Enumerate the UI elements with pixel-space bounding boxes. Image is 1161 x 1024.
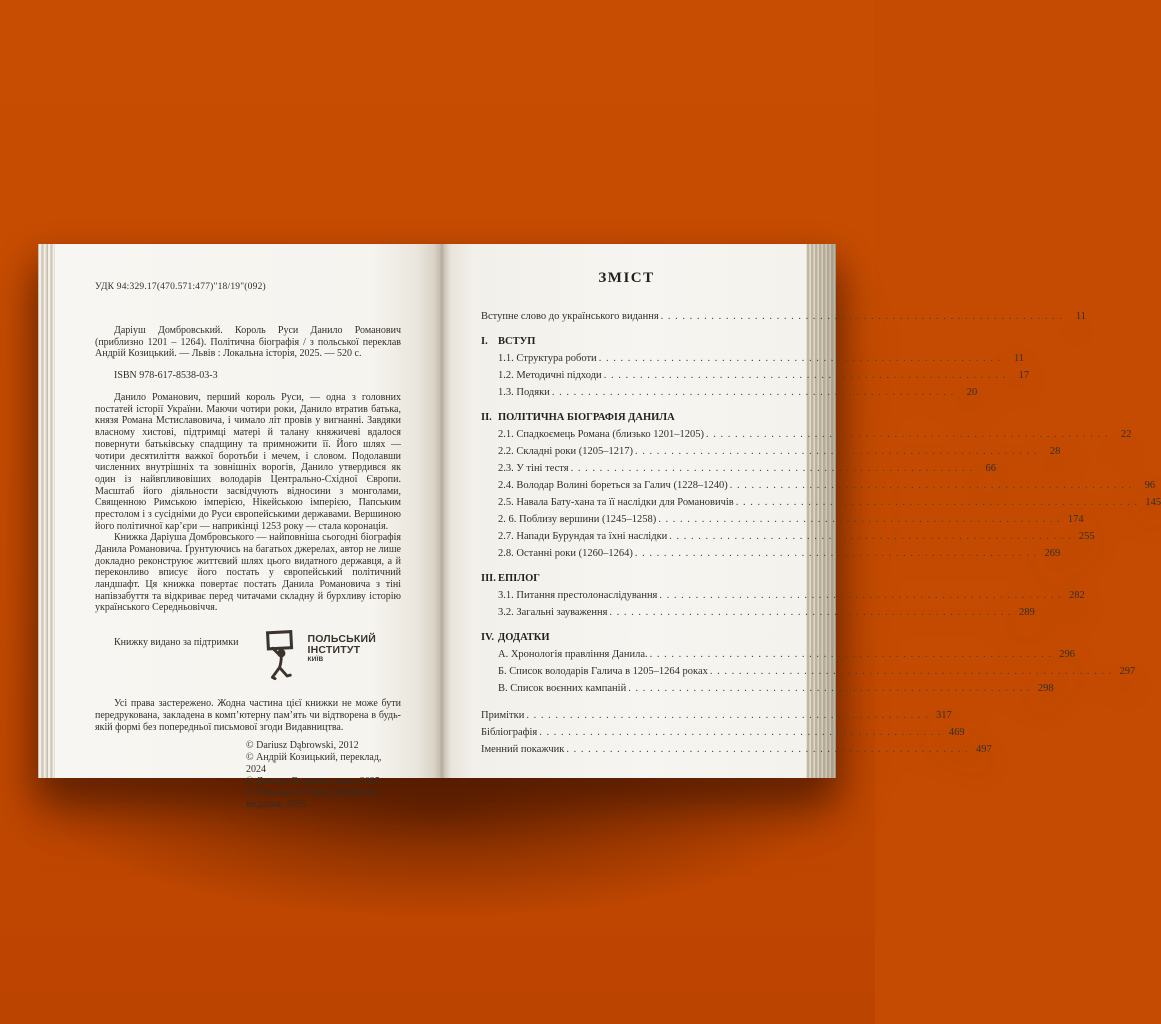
toc-entry	[481, 460, 996, 477]
copyright-line: © Андрій Козицький, переклад, 2024	[246, 751, 382, 775]
toc-entry	[481, 545, 1061, 562]
toc-title: ЗМІСТ	[598, 270, 655, 286]
toc-dot-leader	[604, 367, 1005, 384]
toc-dot-leader	[628, 680, 1029, 697]
toc-section-heading	[481, 333, 772, 350]
toc-entry-label: 1.2. Методичні підходи	[498, 370, 602, 381]
annotation-paragraph-2: Книжка Даріуша Домбровського — найповніша сьогодні біографія Данила Романовича. Ґрунтуючись на багатьох джерелах, автор не лише докладно реконструює життєвий шлях цього видатного державця, а й переконливо вписує його постать у європейський політичний ландшафт. Ця книжка повертає постать Данила Романовича з тіні напівзабуття та відкриває перед читачами складну й бурхливу історію українського Середньовіччя.	[95, 532, 401, 614]
toc-entry-label: 2.5. Навала Бату-хана та її наслідки для Романовичів	[498, 497, 734, 508]
toc-entry	[481, 663, 1136, 680]
toc-entry	[481, 494, 1161, 511]
toc-entry	[481, 350, 1025, 367]
toc-section-number: I.	[481, 336, 488, 347]
toc-page-number: 298	[1037, 683, 1054, 694]
toc-section-label: ЕПІЛОГ	[498, 573, 540, 584]
toc-page-number: 145	[1145, 497, 1161, 508]
toc-entry-label: 2.8. Останні роки (1260–1264)	[498, 548, 633, 559]
toc-entry	[481, 587, 1085, 604]
toc-section-heading	[481, 570, 772, 587]
toc-entry	[481, 741, 992, 758]
toc-dot-leader	[566, 741, 967, 758]
toc-entry-label: 1.1. Структура роботи	[498, 353, 597, 364]
toc-entry	[481, 604, 1035, 621]
toc-dot-leader	[706, 426, 1107, 443]
toc-dot-leader	[635, 443, 1036, 460]
annotation-paragraph-1: Данило Романович, перший король Руси, — одна з головних постатей історії України. Маючи чотири роки, Данило втратив батька, князя Романа Мстиславовича, і чимало літ провів у вигнанні. Завдяки власному хистові, підтримці матері й талану княжичеві вдалося повернути батьківську спадщину та примножити її. Його шлях — чотири десятиліття важкої боротьби і мечем, і словом. Подолавши численних внутрішніх та зовнішніх ворогів, Данило утвердився як один із найвпливовіших володарів Центрально-Східної Європи. Масштаб його діяльности засвідчують відносини з монголами, Священною Римською імперією, Нікейською імперією, Папським престолом і з сусідніми до Руси європейськими державами. Вершиною його політичної кар’єри — наприкінці 1253 року — стала коронація.	[95, 392, 401, 532]
isbn-number: ISBN 978-617-8538-03-3	[114, 370, 218, 382]
toc-dot-leader	[650, 646, 1051, 663]
toc-page-number: 255	[1078, 531, 1095, 542]
toc-entry	[481, 680, 1054, 697]
toc-entry	[481, 707, 952, 724]
left-page	[55, 244, 441, 811]
toc-dot-leader	[669, 528, 1070, 545]
toc-dot-leader	[526, 707, 927, 724]
toc-page-number: 296	[1059, 649, 1075, 660]
logo-line-3: КИЇВ	[307, 656, 324, 664]
toc-entry	[481, 477, 1156, 494]
toc-section-label: ПОЛІТИЧНА БІОГРАФІЯ ДАНИЛА	[498, 412, 675, 423]
toc-dot-leader	[552, 384, 953, 401]
toc-section-number: IV.	[481, 632, 494, 643]
toc-entry-label: Бібліографія	[481, 727, 538, 738]
toc-entry-label: В. Список воєнних кампаній	[498, 683, 627, 694]
toc-entry-label: 3.1. Питання престолонаслідування	[498, 590, 658, 601]
copyright-line: © Дмитро Вортман, мапи, 2025	[246, 775, 380, 787]
toc-page-number: 22	[1120, 429, 1132, 440]
toc-page-number: 28	[1049, 446, 1061, 457]
copyright-line: © Локальна історія, українське видання, 2025	[246, 787, 379, 811]
toc-dot-leader	[736, 494, 1137, 511]
toc-page-number: 96	[1144, 480, 1156, 491]
toc-page-number: 282	[1069, 590, 1085, 601]
toc-page-number: 11	[1075, 311, 1087, 322]
toc-page-number: 469	[948, 727, 965, 738]
toc-page-number: 174	[1067, 514, 1084, 525]
toc-entry	[481, 646, 1075, 663]
toc-entry-label: Вступне слово до українського видання	[481, 311, 659, 322]
open-book	[38, 244, 1161, 811]
toc-page-number: 11	[1013, 353, 1025, 364]
toc-page-number: 297	[1119, 666, 1136, 677]
toc-section-heading	[481, 409, 772, 426]
toc-entry-label: Примітки	[481, 710, 525, 721]
toc-entry-label: 2.7. Напади Бурундая та їхні наслідки	[498, 531, 668, 542]
support-row	[114, 630, 401, 684]
toc-entry-label: 3.2. Загальні зауваження	[498, 607, 608, 618]
toc-dot-leader	[730, 477, 1131, 494]
toc-entry-label: 2.3. У тіні тестя	[498, 463, 569, 474]
toc-entry	[481, 724, 965, 741]
toc-entry	[481, 511, 1084, 528]
toc-entry-label: 2.2. Складні роки (1205–1217)	[498, 446, 633, 457]
toc-dot-leader	[609, 604, 1010, 621]
copyright-line: © Dariusz Dąbrowski, 2012	[246, 740, 359, 752]
copyright-list	[246, 740, 401, 811]
bibliographic-description: Даріуш Домбровський. Король Руси Данило Романович (приблизно 1201 – 1264). Політична біографія / з польської переклав Андрій Козицький. — Львів : Локальна історія, 2025. — 520 с.	[95, 325, 401, 360]
toc-entry-label: 2. 6. Поблизу вершини (1245–1258)	[498, 514, 657, 525]
toc-entry	[481, 367, 1030, 384]
toc-dot-leader	[599, 350, 1000, 367]
toc-entry-label: А. Хронологія правління Данила.	[498, 649, 648, 660]
toc-entry	[481, 426, 1132, 443]
rights-notice: Усі права застережено. Жодна частина цієї книжки не може бути передрукована, закладена в комп’ютерну пам’ять чи відтворена в будь-якій формі без попередньої письмової згоди Видавництва.	[95, 698, 401, 733]
toc-entry-label: 1.3. Подяки	[498, 387, 550, 398]
toc-page-number: 269	[1044, 548, 1061, 559]
toc-dot-leader	[661, 308, 1062, 325]
placard-figure-icon	[266, 630, 302, 680]
support-note: Книжку видано за підтримки	[114, 637, 239, 649]
polish-institute-logo	[266, 630, 376, 680]
toc-page-number: 20	[966, 387, 978, 398]
toc-entry	[481, 528, 1095, 545]
toc-page-number: 317	[935, 710, 952, 721]
udk-classification: УДК 94:329.17(470.571:477)"18/19"(092)	[95, 282, 266, 292]
toc-dot-leader	[710, 663, 1111, 680]
toc-section-number: III.	[481, 573, 496, 584]
toc-entry	[481, 308, 1087, 325]
toc-dot-leader	[571, 460, 972, 477]
toc-entry	[481, 443, 1061, 460]
annotation-block	[95, 392, 401, 614]
toc-dot-leader	[658, 511, 1059, 528]
toc-list	[481, 308, 1161, 758]
logo-line-1: ПОЛЬСЬКИЙ	[307, 633, 376, 646]
toc-entry-label: Іменний покажчик	[481, 744, 565, 755]
right-page	[441, 244, 1161, 778]
logo-line-2: ІНСТИТУТ	[307, 644, 361, 657]
toc-dot-leader	[659, 587, 1060, 604]
toc-entry-label: 2.1. Спадкоємець Романа (близько 1201–1205)	[498, 429, 704, 440]
toc-dot-leader	[635, 545, 1036, 562]
toc-dot-leader	[539, 724, 940, 741]
toc-section-label: ВСТУП	[498, 336, 536, 347]
toc-entry-label: 2.4. Володар Волині бореться за Галич (1228–1240)	[498, 480, 728, 491]
toc-section-label: ДОДАТКИ	[498, 632, 550, 643]
page-stack-edge-left	[38, 244, 55, 778]
logo-wordmark	[307, 634, 376, 664]
toc-section-heading	[481, 629, 772, 646]
toc-entry	[481, 384, 978, 401]
toc-page-number: 289	[1019, 607, 1035, 618]
toc-page-number: 17	[1018, 370, 1030, 381]
toc-page-number: 497	[976, 744, 992, 755]
toc-entry-label: Б. Список володарів Галича в 1205–1264 роках	[498, 666, 708, 677]
toc-section-number: II.	[481, 412, 492, 423]
toc-page-number: 66	[985, 463, 996, 474]
